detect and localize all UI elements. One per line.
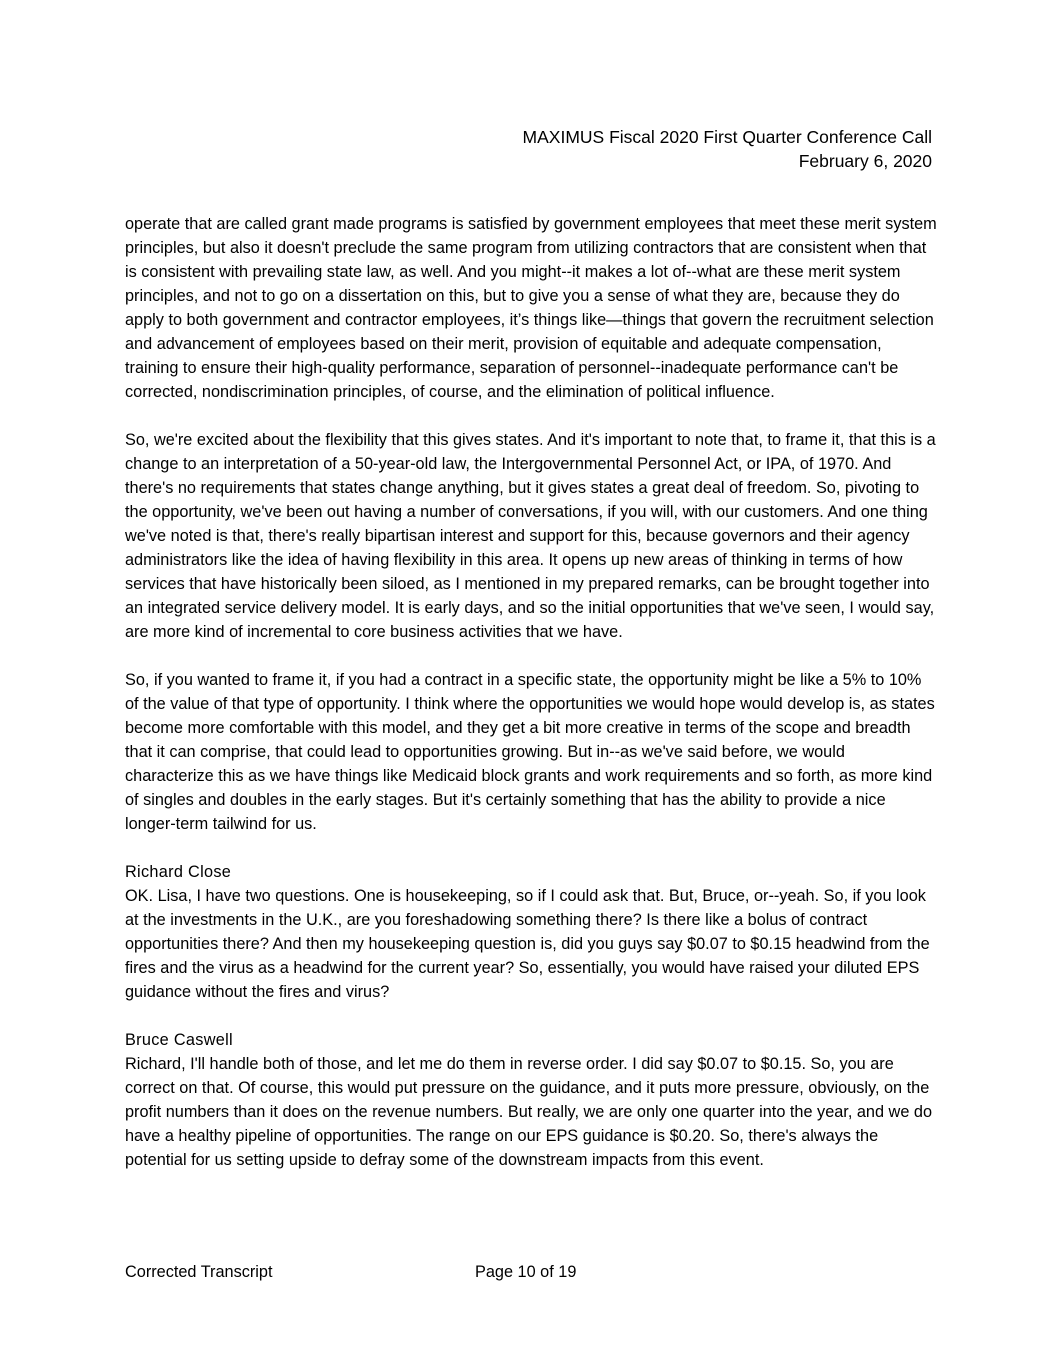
- paragraph: Richard, I'll handle both of those, and let me do them in reverse order. I did say $0.07 to $0.15. So, you are correct on that. Of course, this would put pressure on the guidance, and it puts more pressure, obviously, on the profit numbers than it does on the revenue numbers. But really, we are only one quarter into the year, and we do have a healthy pipeline of opportunities. The range on our EPS guidance is $0.20. So, there's always the potential for us setting upside to defray some of the downstream impacts from this event.: [125, 1055, 933, 1169]
- paragraph: OK. Lisa, I have two questions. One is housekeeping, so if I could ask that. But, Bruce, or--yeah. So, if you look at the investments in the U.K., are you foreshadowing something there? Is there like a bolus of contract opportunities there? And then my housekeeping question is, did you guys say $0.07 to $0.15 headwind from the fires and the virus as a headwind for the current year? So, essentially, you would have raised your diluted EPS guidance without the fires and virus?: [125, 887, 930, 1001]
- footer-label: Corrected Transcript: [125, 1263, 273, 1281]
- paragraph: operate that are called grant made programs is satisfied by government employees that meet these merit system principles, but also it doesn't preclude the same program from utilizing contractors that are consistent when that is consistent with prevailing state law, as well. And you might--it makes a lot of--what are these merit system principles, and not to go on a dissertation on this, but to give you a sense of what they are, because they do apply to both government and contractor employees, it’s things like—things that govern the recruitment selection and advancement of employees based on their merit, provision of equitable and adequate compensation, training to ensure their high-quality performance, separation of personnel--inadequate performance can't be corrected, nondiscrimination principles, of course, and the elimination of political influence.: [125, 215, 937, 401]
- speaker-name: Richard Close: [125, 863, 232, 881]
- page-number: Page 10 of 19: [475, 1263, 577, 1281]
- paragraph: So, if you wanted to frame it, if you had a contract in a specific state, the opportunity might be like a 5% to 10% of the value of that type of opportunity. I think where the opportunities we would hope would develop is, as states become more comfortable with this model, and they get a bit more creative in terms of the scope and breadth that it can comprise, that could lead to opportunities growing. But in--as we've said before, we would characterize this as we have things like Medicaid block grants and work requirements and so forth, as more kind of singles and doubles in the early stages. But it's certainly something that has the ability to provide a nice longer-term tailwind for us.: [125, 671, 935, 833]
- call-title: MAXIMUS Fiscal 2020 First Quarter Conference Call: [522, 127, 932, 147]
- transcript-body: [125, 212, 937, 1172]
- paragraph: So, we're excited about the flexibility that this gives states. And it's important to note that, to frame it, that this is a change to an interpretation of a 50-year-old law, the Intergovernmental Personnel Act, or IPA, of 1970. And there's no requirements that states change anything, but it gives states a great deal of freedom. So, pivoting to the opportunity, we've been out having a number of conversations, if you will, with our customers. And one thing we've noted is that, there's really bipartisan interest and support for this, because governors and their agency administrators like the idea of having flexibility in this area. It opens up new areas of thinking in terms of how services that have historically been siloed, as I mentioned in my prepared remarks, can be brought together into an integrated service delivery model. It is early days, and so the initial opportunities that we've seen, I would say, are more kind of incremental to core business activities that we have.: [125, 431, 936, 641]
- call-date: February 6, 2020: [798, 151, 932, 171]
- speaker-name: Bruce Caswell: [125, 1031, 233, 1049]
- page-header: [523, 125, 932, 173]
